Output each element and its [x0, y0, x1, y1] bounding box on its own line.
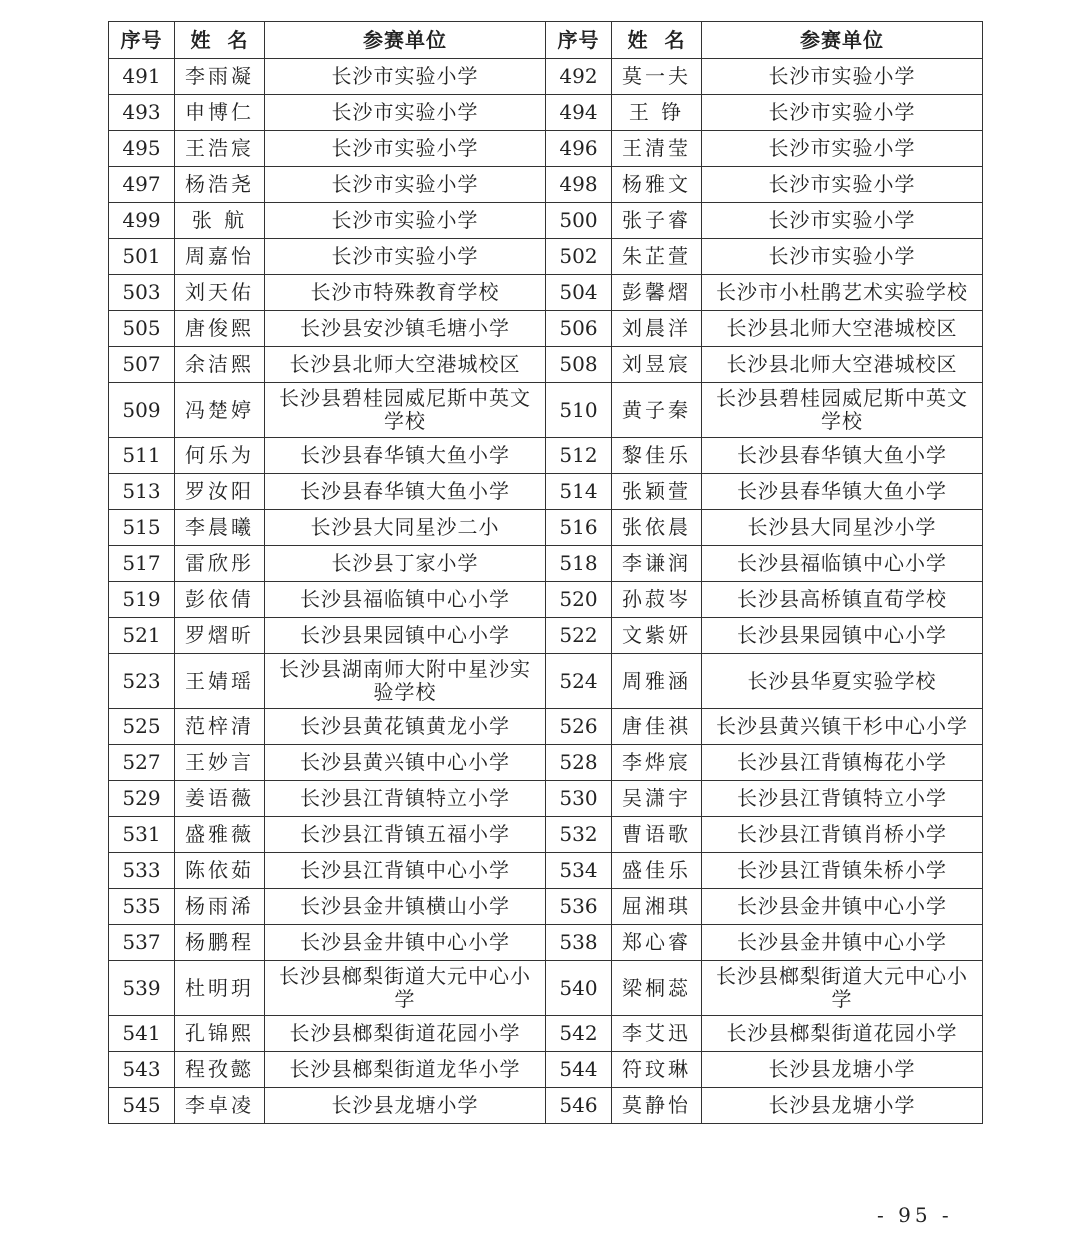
cell-name-right: 吴潇宇: [612, 781, 702, 817]
table-row: [109, 1016, 983, 1052]
cell-name-right: 刘昱宸: [612, 347, 702, 383]
cell-unit-right: 长沙市实验小学: [702, 131, 983, 167]
cell-name-left: 彭依倩: [175, 582, 265, 618]
cell-name-right: 盛佳乐: [612, 853, 702, 889]
cell-number-right: 492: [546, 59, 612, 95]
table-row: [109, 203, 983, 239]
cell-unit-left: 长沙县碧桂园威尼斯中英文学校: [265, 383, 546, 438]
cell-name-left: 王婧瑶: [175, 654, 265, 709]
cell-unit-left: 长沙市实验小学: [265, 167, 546, 203]
cell-unit-right: 长沙县果园镇中心小学: [702, 618, 983, 654]
cell-name-right: 朱芷萱: [612, 239, 702, 275]
cell-name-left: 程孜懿: [175, 1052, 265, 1088]
cell-unit-left: 长沙县大同星沙二小: [265, 510, 546, 546]
cell-number-left: 523: [109, 654, 175, 709]
cell-unit-left: 长沙县春华镇大鱼小学: [265, 474, 546, 510]
cell-unit-right: 长沙县江背镇朱桥小学: [702, 853, 983, 889]
cell-number-left: 513: [109, 474, 175, 510]
cell-name-left: 罗汝阳: [175, 474, 265, 510]
cell-name-right: 孙菽岑: [612, 582, 702, 618]
cell-unit-right: 长沙县江背镇梅花小学: [702, 745, 983, 781]
table-header: [109, 22, 983, 59]
cell-name-left: 李卓凌: [175, 1088, 265, 1124]
cell-unit-right: 长沙县江背镇肖桥小学: [702, 817, 983, 853]
cell-unit-right: 长沙市小杜鹃艺术实验学校: [702, 275, 983, 311]
header-unit-right: 参赛单位: [702, 22, 983, 59]
cell-unit-right: 长沙县北师大空港城校区: [702, 347, 983, 383]
cell-unit-left: 长沙市特殊教育学校: [265, 275, 546, 311]
cell-unit-left: 长沙县福临镇中心小学: [265, 582, 546, 618]
cell-name-right: 彭馨熠: [612, 275, 702, 311]
cell-number-left: 509: [109, 383, 175, 438]
cell-unit-right: 长沙县黄兴镇干杉中心小学: [702, 709, 983, 745]
cell-number-right: 542: [546, 1016, 612, 1052]
cell-name-right: 莫静怡: [612, 1088, 702, 1124]
table-row: [109, 618, 983, 654]
cell-name-left: 唐俊熙: [175, 311, 265, 347]
cell-number-right: 510: [546, 383, 612, 438]
cell-number-right: 520: [546, 582, 612, 618]
cell-unit-left: 长沙市实验小学: [265, 239, 546, 275]
cell-number-right: 500: [546, 203, 612, 239]
cell-name-right: 张依晨: [612, 510, 702, 546]
cell-number-left: 493: [109, 95, 175, 131]
cell-number-left: 525: [109, 709, 175, 745]
cell-name-left: 盛雅薇: [175, 817, 265, 853]
cell-unit-right: 长沙市实验小学: [702, 239, 983, 275]
cell-number-right: 528: [546, 745, 612, 781]
table-row: [109, 889, 983, 925]
cell-name-left: 杨浩尧: [175, 167, 265, 203]
cell-name-right: 曹语歌: [612, 817, 702, 853]
cell-unit-right: 长沙县榔梨街道花园小学: [702, 1016, 983, 1052]
cell-name-right: 黎佳乐: [612, 438, 702, 474]
cell-number-right: 512: [546, 438, 612, 474]
table-row: [109, 925, 983, 961]
cell-unit-left: 长沙县金井镇中心小学: [265, 925, 546, 961]
table-row: [109, 59, 983, 95]
cell-unit-right: 长沙县金井镇中心小学: [702, 889, 983, 925]
cell-number-left: 517: [109, 546, 175, 582]
cell-name-left: 冯楚婷: [175, 383, 265, 438]
cell-unit-right: 长沙市实验小学: [702, 95, 983, 131]
cell-name-left: 姜语薇: [175, 781, 265, 817]
cell-number-left: 521: [109, 618, 175, 654]
cell-unit-left: 长沙县榔梨街道大元中心小学: [265, 961, 546, 1016]
cell-number-left: 507: [109, 347, 175, 383]
table-row: [109, 582, 983, 618]
cell-number-right: 536: [546, 889, 612, 925]
cell-number-left: 499: [109, 203, 175, 239]
cell-unit-left: 长沙县江背镇特立小学: [265, 781, 546, 817]
cell-name-right: 符玟琳: [612, 1052, 702, 1088]
header-number-left: 序号: [109, 22, 175, 59]
cell-unit-right: 长沙县高桥镇直荀学校: [702, 582, 983, 618]
cell-name-right: 王清莹: [612, 131, 702, 167]
cell-name-right: 梁桐蕊: [612, 961, 702, 1016]
cell-number-right: 496: [546, 131, 612, 167]
cell-unit-left: 长沙县龙塘小学: [265, 1088, 546, 1124]
cell-name-left: 杨鹏程: [175, 925, 265, 961]
cell-name-right: 黄子秦: [612, 383, 702, 438]
cell-unit-right: 长沙县榔梨街道大元中心小学: [702, 961, 983, 1016]
cell-name-left: 何乐为: [175, 438, 265, 474]
cell-unit-right: 长沙县春华镇大鱼小学: [702, 438, 983, 474]
cell-unit-right: 长沙县龙塘小学: [702, 1088, 983, 1124]
table-row: [109, 347, 983, 383]
cell-number-right: 518: [546, 546, 612, 582]
cell-name-left: 范梓清: [175, 709, 265, 745]
table-row: [109, 709, 983, 745]
cell-name-left: 周嘉怡: [175, 239, 265, 275]
cell-unit-left: 长沙县榔梨街道花园小学: [265, 1016, 546, 1052]
table-row: [109, 383, 983, 438]
cell-number-left: 519: [109, 582, 175, 618]
cell-name-right: 张子睿: [612, 203, 702, 239]
cell-unit-left: 长沙市实验小学: [265, 59, 546, 95]
cell-number-left: 527: [109, 745, 175, 781]
cell-number-right: 538: [546, 925, 612, 961]
cell-unit-right: 长沙县福临镇中心小学: [702, 546, 983, 582]
cell-name-left: 余洁熙: [175, 347, 265, 383]
cell-name-left: 杜明玥: [175, 961, 265, 1016]
cell-name-right: 王 铮: [612, 95, 702, 131]
table-row: [109, 474, 983, 510]
cell-number-left: 511: [109, 438, 175, 474]
table-row: [109, 1052, 983, 1088]
table-row: [109, 95, 983, 131]
cell-name-right: 屈湘琪: [612, 889, 702, 925]
table-row: [109, 781, 983, 817]
cell-number-left: 545: [109, 1088, 175, 1124]
header-number-right: 序号: [546, 22, 612, 59]
cell-unit-left: 长沙县金井镇横山小学: [265, 889, 546, 925]
cell-unit-right: 长沙市实验小学: [702, 203, 983, 239]
cell-number-right: 514: [546, 474, 612, 510]
cell-name-left: 张 航: [175, 203, 265, 239]
cell-unit-right: 长沙县龙塘小学: [702, 1052, 983, 1088]
cell-name-left: 王妙言: [175, 745, 265, 781]
cell-number-right: 508: [546, 347, 612, 383]
cell-number-left: 495: [109, 131, 175, 167]
cell-unit-right: 长沙县碧桂园威尼斯中英文学校: [702, 383, 983, 438]
participant-table: [108, 21, 983, 1124]
cell-unit-left: 长沙县春华镇大鱼小学: [265, 438, 546, 474]
table-row: [109, 239, 983, 275]
cell-number-left: 503: [109, 275, 175, 311]
cell-number-left: 533: [109, 853, 175, 889]
cell-unit-right: 长沙市实验小学: [702, 167, 983, 203]
header-unit-left: 参赛单位: [265, 22, 546, 59]
cell-unit-right: 长沙县江背镇特立小学: [702, 781, 983, 817]
cell-number-left: 497: [109, 167, 175, 203]
cell-unit-left: 长沙县榔梨街道龙华小学: [265, 1052, 546, 1088]
cell-unit-left: 长沙市实验小学: [265, 95, 546, 131]
cell-number-right: 532: [546, 817, 612, 853]
table-row: [109, 510, 983, 546]
cell-unit-left: 长沙市实验小学: [265, 131, 546, 167]
table-row: [109, 311, 983, 347]
cell-name-left: 陈依茹: [175, 853, 265, 889]
cell-number-right: 498: [546, 167, 612, 203]
cell-name-left: 孔锦熙: [175, 1016, 265, 1052]
cell-number-right: 504: [546, 275, 612, 311]
cell-number-left: 515: [109, 510, 175, 546]
cell-unit-left: 长沙县江背镇五福小学: [265, 817, 546, 853]
cell-number-left: 543: [109, 1052, 175, 1088]
cell-unit-right: 长沙市实验小学: [702, 59, 983, 95]
cell-number-left: 505: [109, 311, 175, 347]
cell-number-right: 546: [546, 1088, 612, 1124]
table-row: [109, 167, 983, 203]
cell-number-right: 534: [546, 853, 612, 889]
table-row: [109, 1088, 983, 1124]
cell-unit-left: 长沙市实验小学: [265, 203, 546, 239]
cell-number-right: 494: [546, 95, 612, 131]
cell-unit-left: 长沙县果园镇中心小学: [265, 618, 546, 654]
cell-name-right: 唐佳祺: [612, 709, 702, 745]
cell-unit-left: 长沙县黄兴镇中心小学: [265, 745, 546, 781]
cell-name-right: 刘晨洋: [612, 311, 702, 347]
table-row: [109, 961, 983, 1016]
cell-number-right: 526: [546, 709, 612, 745]
cell-name-right: 李烨宸: [612, 745, 702, 781]
table-row: [109, 817, 983, 853]
cell-number-left: 539: [109, 961, 175, 1016]
cell-unit-right: 长沙县金井镇中心小学: [702, 925, 983, 961]
cell-number-right: 530: [546, 781, 612, 817]
cell-name-left: 杨雨浠: [175, 889, 265, 925]
cell-name-right: 文紫妍: [612, 618, 702, 654]
cell-name-left: 李晨曦: [175, 510, 265, 546]
cell-name-right: 杨雅文: [612, 167, 702, 203]
cell-number-right: 506: [546, 311, 612, 347]
cell-number-right: 522: [546, 618, 612, 654]
header-name-right: 姓 名: [612, 22, 702, 59]
cell-number-left: 501: [109, 239, 175, 275]
table-row: [109, 654, 983, 709]
cell-name-left: 刘天佑: [175, 275, 265, 311]
cell-number-right: 524: [546, 654, 612, 709]
cell-name-left: 申博仁: [175, 95, 265, 131]
cell-number-left: 541: [109, 1016, 175, 1052]
cell-number-right: 544: [546, 1052, 612, 1088]
cell-unit-right: 长沙县北师大空港城校区: [702, 311, 983, 347]
cell-unit-left: 长沙县安沙镇毛塘小学: [265, 311, 546, 347]
page-number: - 95 -: [877, 1203, 953, 1227]
table-row: [109, 546, 983, 582]
cell-name-right: 张颖萱: [612, 474, 702, 510]
table-row: [109, 438, 983, 474]
cell-number-left: 537: [109, 925, 175, 961]
cell-unit-left: 长沙县江背镇中心小学: [265, 853, 546, 889]
cell-name-left: 王浩宸: [175, 131, 265, 167]
cell-name-right: 周雅涵: [612, 654, 702, 709]
cell-name-left: 雷欣彤: [175, 546, 265, 582]
cell-name-right: 郑心睿: [612, 925, 702, 961]
table-row: [109, 745, 983, 781]
cell-unit-left: 长沙县湖南师大附中星沙实验学校: [265, 654, 546, 709]
cell-unit-left: 长沙县北师大空港城校区: [265, 347, 546, 383]
cell-number-left: 535: [109, 889, 175, 925]
cell-name-right: 李谦润: [612, 546, 702, 582]
cell-name-right: 莫一夫: [612, 59, 702, 95]
cell-number-right: 502: [546, 239, 612, 275]
cell-unit-left: 长沙县丁家小学: [265, 546, 546, 582]
cell-number-right: 540: [546, 961, 612, 1016]
cell-number-left: 531: [109, 817, 175, 853]
cell-unit-right: 长沙县华夏实验学校: [702, 654, 983, 709]
cell-number-left: 529: [109, 781, 175, 817]
table-body: [109, 59, 983, 1124]
cell-name-right: 李艾迅: [612, 1016, 702, 1052]
cell-unit-right: 长沙县春华镇大鱼小学: [702, 474, 983, 510]
header-row: [109, 22, 983, 59]
table-row: [109, 131, 983, 167]
cell-name-left: 李雨凝: [175, 59, 265, 95]
cell-unit-right: 长沙县大同星沙小学: [702, 510, 983, 546]
table-row: [109, 275, 983, 311]
cell-unit-left: 长沙县黄花镇黄龙小学: [265, 709, 546, 745]
cell-number-right: 516: [546, 510, 612, 546]
cell-number-left: 491: [109, 59, 175, 95]
table-row: [109, 853, 983, 889]
header-name-left: 姓 名: [175, 22, 265, 59]
cell-name-left: 罗熠昕: [175, 618, 265, 654]
